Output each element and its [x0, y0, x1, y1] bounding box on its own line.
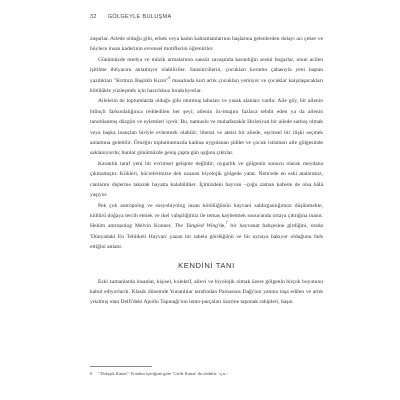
paragraph — [90, 277, 323, 308]
text-segment: The Tangled Wing — [174, 223, 218, 230]
text-segment: Pek çok antropolog ve sosyobiyolog insan kötülüğünün hayvani saldırganlığımızı düşünmekte, kültürü doğaya tercih etmek ve ikel vahşiliğimiz ile temas kaybetmek sonucunda ortaya çıktığına inanır. Hekim antropolog Melvin Konner, — [90, 202, 323, 230]
body-text — [90, 34, 323, 308]
paragraph — [90, 34, 323, 55]
page-number: 32 — [90, 14, 97, 20]
text-segment: 'de, — [217, 223, 226, 230]
footnote-marker: 6 — [168, 75, 171, 80]
text-segment: Karanlık taraf yeni bir evrimsel gelişme değildir; uygarlık ve gölgenin sonucu olarak meydana çıkmamıştır. Kökleri, hücrelerimize dek uzanan biyolojik gölgede yatar. Neticede en eski atalarımız, canlarını dişlerine takarak hayatta kalabildiler. İçimizdeki hayvan –çoğu zaman kafeste de olsa hâlâ yaşıyor. — [90, 160, 323, 199]
paragraph — [90, 201, 323, 253]
paragraph — [90, 96, 323, 158]
text-segment: KENDİNİ TANI — [178, 260, 235, 270]
text-segment: bir hayvanat bahçesine girdiğini, orada 'Dünyadaki En Tehlikeli Hayvan' yazan bir tabela gördüğünü ve bir aynaya bakıyor olduğunu fark ettiğini anlatır. — [90, 223, 324, 251]
text-segment: Eski zamanlarda insanlar, kişisel, kolektif, ailevi ve biyolojik olmak üzere gölgenin birçok boyutunu kabul ediyorlardı. Klasik dönemde Yunanlılar tarafından Parnassus Dağı'nın yanına inşa edilen ve artık yıkılmış olan Delfi'deki Apollo Tapınağı'nın lento-parçaları üzerine taponak rahipleri, başın — [90, 278, 323, 306]
text-segment: masalında kurt artık çocukları yemiyor ve çocuklar karşılaşacakları kötülükle yüzleşmek için hazırlıksız bırakılıyorlar. — [90, 77, 323, 95]
text-segment: zuşurlar. Ailede olduğu gibi, erkek veya kadın kahramanlarının başlarına gelenlerden dolayı acı çeker ve böylece insan kaderinin evrensel motiflerini öğreniriler. — [90, 36, 323, 53]
running-title: GÖLGEYLE BULUŞMA — [107, 14, 172, 20]
paragraph — [90, 55, 323, 97]
footnote-number: 6 — [90, 371, 93, 376]
footnote-marker: 7 — [225, 221, 228, 226]
footnote-text: "Dolaşık Kanat": Kitabın içeriğine göre 'Girift Kanat' da olabilir. -ç.n.- — [98, 371, 229, 376]
footnote — [90, 370, 323, 377]
paragraph — [90, 159, 323, 201]
footnote-divider — [90, 366, 152, 367]
text-segment: Günümüzde medya ve müzik armalarının sansür savaşında karanlığın sesini bogarlar, onun acilen işitilme ihtiyacını anlamıyor olabiliriler. Sansürcülerin, çocukları korumu çabasıyla yeni baştan yazdıkları "Kırmızı Başlıklı Kızın" — [90, 56, 323, 84]
section-heading — [90, 261, 323, 271]
running-head — [90, 14, 330, 24]
text-segment: Ailelerin de toplumlarda olduğu gibi oturmuş tabuları ve yasak alanları vardır. Aile göy, bir ailenin bilinçli farkındalığınca reddedilen her şeyi; ailenin öz-imajını fazlaca tehdit eden ya da ailenin tanımlanmış düzgün ve eylemleri içerir. Bu, namuslu ve muhafazakâr Hıristiyan bir ailede sarhoş olmak veya başka inançtan biriyle evlenmek olabilir; liberal ve ateist bir ailede, eşcinsel bir ilişki seçmek anlamına gelebilir. Örneğin toplumumuzda kadına uygulanan şiddet ve çocuk istismarı aile gölgesinde saklanıyordu; bunlar günümüzde geniş çapta gün ışığına çıktılar. — [90, 98, 323, 157]
